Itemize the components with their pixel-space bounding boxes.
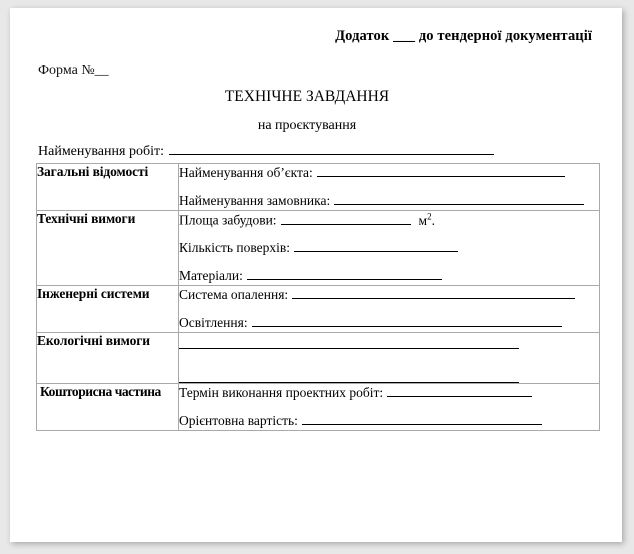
field-label: Найменування замовника: xyxy=(179,192,331,208)
field-label: Термін виконання проектних робіт: xyxy=(179,385,384,401)
table-row xyxy=(37,211,600,286)
field-blank[interactable] xyxy=(302,412,542,425)
field-label: Матеріали: xyxy=(179,267,243,283)
field-materials xyxy=(179,267,599,284)
field-building-area xyxy=(179,211,599,228)
unit-superscript: 2 xyxy=(427,211,432,222)
works-name-line xyxy=(38,142,494,160)
works-name-blank[interactable] xyxy=(169,142,494,155)
works-name-label: Найменування робіт: xyxy=(38,144,164,159)
field-label: Кількість поверхів: xyxy=(179,240,291,256)
field-blank[interactable] xyxy=(387,384,532,397)
field-customer-name xyxy=(179,192,599,209)
field-blank[interactable] xyxy=(294,239,458,252)
field-label: Найменування обʼєкта: xyxy=(179,165,313,180)
table-row xyxy=(37,333,600,384)
table-row xyxy=(37,286,600,333)
row-category-technical: Технічні вимоги xyxy=(37,211,179,286)
unit-square-meters xyxy=(419,213,435,228)
ecological-blank-line-1[interactable] xyxy=(179,333,519,349)
field-label: Площа забудови: xyxy=(179,212,277,228)
page-subtitle: на проєктування xyxy=(257,118,357,133)
field-blank[interactable] xyxy=(317,164,565,177)
table-row xyxy=(37,384,600,431)
row-category-engineering: Інженерні системи xyxy=(37,286,179,333)
unit-tail: . xyxy=(431,212,435,228)
row-fields-technical xyxy=(179,211,600,286)
row-fields-engineering xyxy=(179,286,600,333)
field-lighting xyxy=(179,314,599,331)
field-label: Освітлення: xyxy=(179,314,248,330)
field-design-term xyxy=(179,384,599,401)
row-category-estimate: Кошторисна частина xyxy=(37,384,179,431)
row-category-general: Загальні відомості xyxy=(37,164,179,211)
row-fields-estimate xyxy=(179,384,600,431)
page-title: ТЕХНІЧНЕ ЗАВДАННЯ xyxy=(224,88,390,105)
field-label: Орієнтовна вартість: xyxy=(179,412,298,428)
unit-base: м xyxy=(418,212,428,228)
appendix-header: Додаток ___ до тендерної документації xyxy=(335,28,592,44)
field-floor-count xyxy=(179,239,599,256)
field-blank[interactable] xyxy=(292,286,575,299)
specification-table xyxy=(36,163,600,431)
field-label: Система опалення: xyxy=(179,287,289,303)
field-object-name xyxy=(179,164,599,181)
row-fields-general xyxy=(179,164,600,211)
form-number: Форма №__ xyxy=(38,63,109,78)
row-fields-ecological xyxy=(179,333,600,384)
field-blank[interactable] xyxy=(252,314,562,327)
table-row xyxy=(37,164,600,211)
field-blank[interactable] xyxy=(334,192,584,205)
document-page xyxy=(10,8,622,542)
field-estimated-cost xyxy=(179,412,599,429)
field-heating-system xyxy=(179,286,599,303)
field-blank[interactable] xyxy=(281,212,411,225)
row-category-ecological: Екологічні вимоги xyxy=(37,333,179,384)
ecological-blank-line-2[interactable] xyxy=(179,367,519,383)
field-blank[interactable] xyxy=(247,267,442,280)
